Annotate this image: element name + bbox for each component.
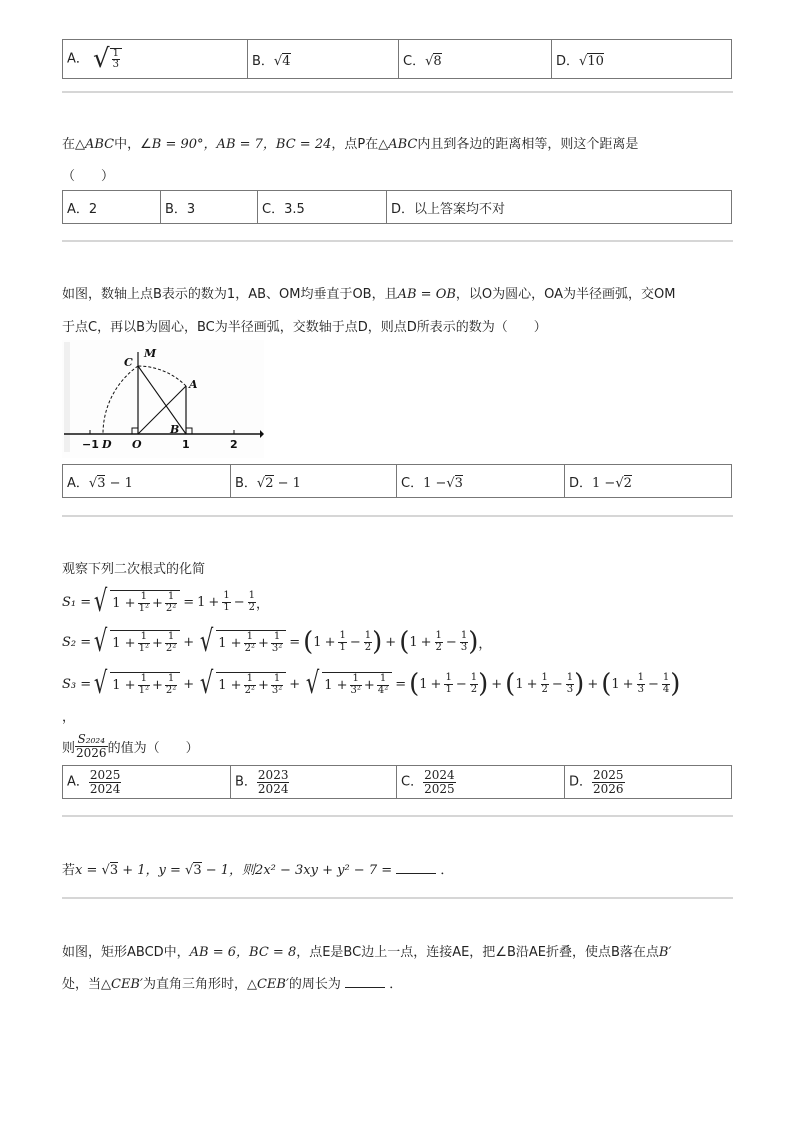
q3-stem-line2: 于点C，再以B为圆心，BC为半径画弧，交数轴于点D，则点D所表示的数为（ ）: [62, 320, 547, 335]
label-o: O: [132, 438, 142, 451]
q4-ask: 则 $\frac{\text{S₂₀₂₄}}{2026}$ 的值为（ ）: [62, 732, 199, 760]
q1-option-d[interactable]: D．√10: [552, 40, 732, 79]
label-a: A: [189, 378, 198, 391]
q5-stem: 若x = √3 + 1，y = √3 − 1，则2x² − 3xy + y² − 7 = ．: [62, 863, 454, 878]
q4-option-b[interactable]: B． $\frac{2023}{2024}$: [231, 766, 397, 799]
label-c: C: [124, 356, 133, 369]
label-d: D: [102, 438, 112, 451]
q1-option-a[interactable]: [63, 40, 248, 79]
q4-title: 观察下列二次根式的化简: [62, 562, 206, 577]
separator: [62, 91, 733, 93]
q1-options: [62, 39, 732, 79]
q3-stem-line1: 如图，数轴上点B表示的数为1，AB、OM均垂直于OB，且AB = OB，以O为圆心，OA为半径画弧，交OM: [62, 287, 676, 302]
label-b: B: [170, 423, 180, 436]
tick-1: 1: [182, 438, 190, 451]
q2-stem: 在△ABC中，∠B = 90°，AB = 7，BC = 24，点P在△ABC内且到各边的距离相等，则这个距离是: [62, 137, 639, 152]
q6-stem-line1: 如图，矩形ABCD中，AB = 6，BC = 8，点E是BC边上一点，连接AE，把∠B沿AE折叠，使点B落在点B′: [62, 945, 672, 960]
label-m: M: [144, 347, 157, 360]
q4-option-d[interactable]: D． $\frac{2025}{2026}$: [565, 766, 732, 799]
q2-paren: （ ）: [62, 169, 115, 184]
q1-option-b[interactable]: B．√4: [248, 40, 399, 79]
q2-option-a[interactable]: A．2: [63, 191, 161, 224]
sqrt-one-third: √ $\frac{1}{3}$: [93, 44, 122, 74]
q4-option-a[interactable]: A． $\frac{2025}{2024}$: [63, 766, 231, 799]
q3-option-c[interactable]: C．1 −√3: [397, 465, 565, 498]
q3-figure: [62, 340, 264, 458]
separator: [62, 815, 733, 817]
q6-stem-line2: 处，当△CEB′为直角三角形时，△CEB′的周长为 ．: [62, 977, 403, 992]
option-letter: A．: [67, 51, 89, 67]
q1-option-c[interactable]: C．√8: [399, 40, 552, 79]
q4-trailing-comma: ，: [62, 710, 76, 725]
q3-option-a[interactable]: A．√3 − 1: [63, 465, 231, 498]
separator: [62, 240, 733, 242]
separator: [62, 897, 733, 899]
q3-options: [62, 464, 732, 498]
q2-option-d[interactable]: D．以上答案均不对: [387, 191, 732, 224]
q2-option-b[interactable]: B．3: [161, 191, 258, 224]
q4-s3: S₃ = √ 1 + $\frac{1}{\text{1²}}$ + $\frac{1}{\text{2²}}$ + √ 1 + $\frac{1}{\text{2²}}$ + $\frac{1}{\text{3²}}$ + √ 1 + $\frac{1}{\text{3²}}$ + $\frac{1}{\text{4²}}$ = ( 1 + $\frac{1}{1}$ − $\frac{1}{2}$ ) + ( 1 + $\frac{1}{2}$ − $\frac{1}{3}$ ) + ( 1 + $\frac{1}{3}$ − $\frac{1}{4}$ ): [62, 666, 681, 701]
q3-option-b[interactable]: B．√2 − 1: [231, 465, 397, 498]
q4-s2: S₂ = √ 1 + $\frac{1}{\text{1²}}$ + $\frac{1}{\text{2²}}$ + √ 1 + $\frac{1}{\text{2²}}$ + $\frac{1}{\text{3²}}$ = ( 1 + $\frac{1}{1}$ − $\frac{1}{2}$ ) + ( 1 + $\frac{1}{2}$ − $\frac{1}{3}$ ) ，: [62, 624, 492, 659]
tick-neg1: −1: [82, 438, 99, 451]
q4-s1: S₁ = √ 1 + $\frac{1}{\text{1²}}$ + $\frac{1}{\text{2²}}$ = 1 + $\frac{1}{1}$ − $\frac{1}{2}$ ，: [62, 584, 269, 619]
q4-option-c[interactable]: C． $\frac{2024}{2025}$: [397, 766, 565, 799]
q2-options: [62, 190, 732, 224]
tick-2: 2: [230, 438, 238, 451]
q2-option-c[interactable]: C．3.5: [258, 191, 387, 224]
answer-blank[interactable]: [345, 977, 385, 988]
separator: [62, 515, 733, 517]
answer-blank[interactable]: [396, 863, 436, 874]
q4-options: [62, 765, 732, 799]
q3-option-d[interactable]: D．1 −√2: [565, 465, 732, 498]
